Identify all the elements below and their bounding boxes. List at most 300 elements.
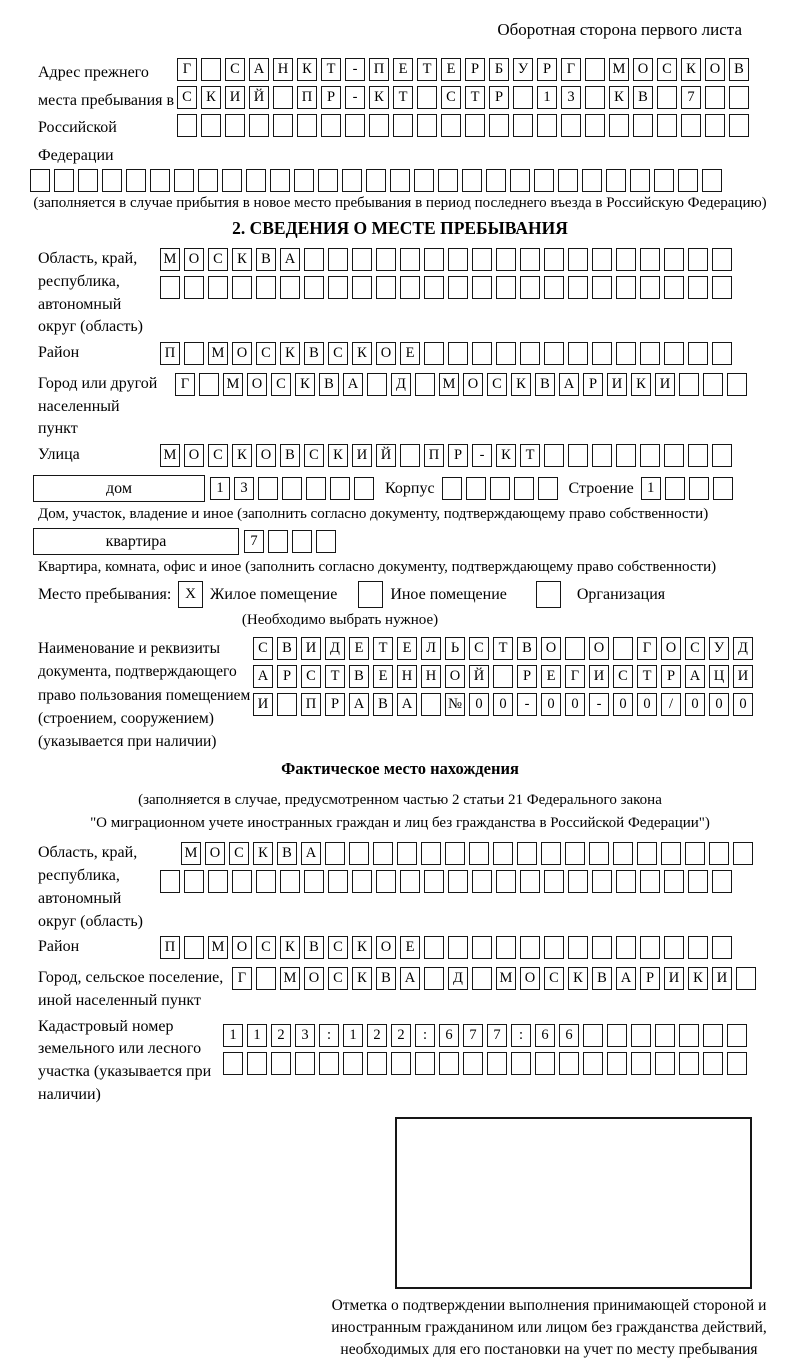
char-cell[interactable]: А: [559, 373, 579, 396]
char-cell[interactable]: В: [376, 967, 396, 990]
char-cell[interactable]: Т: [465, 86, 485, 109]
char-cell[interactable]: [640, 936, 660, 959]
char-cell[interactable]: К: [511, 373, 531, 396]
char-cell[interactable]: А: [280, 248, 300, 271]
char-cell[interactable]: А: [685, 665, 705, 688]
char-cell[interactable]: [280, 276, 300, 299]
char-cell[interactable]: [520, 870, 540, 893]
char-cell[interactable]: [352, 276, 372, 299]
char-cell[interactable]: [592, 276, 612, 299]
char-cell[interactable]: [544, 936, 564, 959]
char-cell[interactable]: [414, 169, 434, 192]
char-cell[interactable]: К: [681, 58, 701, 81]
char-cell[interactable]: [688, 342, 708, 365]
char-cell[interactable]: [472, 342, 492, 365]
char-cell[interactable]: [582, 169, 602, 192]
char-cell[interactable]: [733, 842, 753, 865]
char-cell[interactable]: [174, 169, 194, 192]
char-cell[interactable]: [664, 276, 684, 299]
char-cell[interactable]: [225, 114, 245, 137]
char-cell[interactable]: С: [441, 86, 461, 109]
char-cell[interactable]: [472, 276, 492, 299]
char-cell[interactable]: У: [709, 637, 729, 660]
char-cell[interactable]: [616, 342, 636, 365]
char-cell[interactable]: [709, 842, 729, 865]
char-cell[interactable]: Г: [561, 58, 581, 81]
char-cell[interactable]: :: [319, 1024, 339, 1047]
char-cell[interactable]: [160, 870, 180, 893]
char-cell[interactable]: А: [343, 373, 363, 396]
char-cell[interactable]: И: [301, 637, 321, 660]
char-cell[interactable]: О: [232, 936, 252, 959]
char-cell[interactable]: [415, 373, 435, 396]
char-cell[interactable]: С: [685, 637, 705, 660]
char-cell[interactable]: [568, 276, 588, 299]
char-cell[interactable]: В: [277, 842, 297, 865]
char-cell[interactable]: И: [589, 665, 609, 688]
char-cell[interactable]: [273, 114, 293, 137]
char-cell[interactable]: С: [328, 342, 348, 365]
char-cell[interactable]: [544, 870, 564, 893]
char-cell[interactable]: П: [424, 444, 444, 467]
char-cell[interactable]: О: [589, 637, 609, 660]
char-cell[interactable]: [439, 1052, 459, 1075]
char-cell[interactable]: С: [469, 637, 489, 660]
char-cell[interactable]: [249, 114, 269, 137]
char-cell[interactable]: [736, 967, 756, 990]
char-cell[interactable]: :: [415, 1024, 435, 1047]
char-cell[interactable]: И: [664, 967, 684, 990]
char-cell[interactable]: [246, 169, 266, 192]
char-cell[interactable]: [354, 477, 374, 500]
char-cell[interactable]: Р: [517, 665, 537, 688]
char-cell[interactable]: /: [661, 693, 681, 716]
char-cell[interactable]: В: [277, 637, 297, 660]
char-cell[interactable]: С: [225, 58, 245, 81]
char-cell[interactable]: [655, 1024, 675, 1047]
char-cell[interactable]: [417, 114, 437, 137]
char-cell[interactable]: 6: [535, 1024, 555, 1047]
char-cell[interactable]: О: [304, 967, 324, 990]
char-cell[interactable]: [199, 373, 219, 396]
char-cell[interactable]: О: [376, 936, 396, 959]
char-cell[interactable]: [342, 169, 362, 192]
checkbox-zhiloe[interactable]: X: [178, 581, 203, 608]
char-cell[interactable]: В: [319, 373, 339, 396]
char-cell[interactable]: 6: [439, 1024, 459, 1047]
char-cell[interactable]: [208, 276, 228, 299]
char-cell[interactable]: [223, 1052, 243, 1075]
char-cell[interactable]: [613, 637, 633, 660]
char-cell[interactable]: С: [301, 665, 321, 688]
char-cell[interactable]: [712, 276, 732, 299]
char-cell[interactable]: С: [613, 665, 633, 688]
char-cell[interactable]: [703, 373, 723, 396]
char-cell[interactable]: [273, 86, 293, 109]
char-cell[interactable]: К: [253, 842, 273, 865]
char-cell[interactable]: [568, 248, 588, 271]
char-cell[interactable]: В: [256, 248, 276, 271]
char-cell[interactable]: Е: [373, 665, 393, 688]
char-cell[interactable]: [448, 342, 468, 365]
char-cell[interactable]: [304, 870, 324, 893]
char-cell[interactable]: 3: [295, 1024, 315, 1047]
char-cell[interactable]: [712, 936, 732, 959]
char-cell[interactable]: Т: [637, 665, 657, 688]
char-cell[interactable]: [712, 342, 732, 365]
char-cell[interactable]: [616, 444, 636, 467]
char-cell[interactable]: [321, 114, 341, 137]
char-cell[interactable]: К: [297, 58, 317, 81]
char-cell[interactable]: [511, 1052, 531, 1075]
char-cell[interactable]: [489, 114, 509, 137]
char-cell[interactable]: 0: [709, 693, 729, 716]
char-cell[interactable]: К: [609, 86, 629, 109]
char-cell[interactable]: [280, 870, 300, 893]
char-cell[interactable]: К: [295, 373, 315, 396]
char-cell[interactable]: [369, 114, 389, 137]
char-cell[interactable]: [421, 693, 441, 716]
char-cell[interactable]: [607, 1024, 627, 1047]
char-cell[interactable]: [592, 444, 612, 467]
char-cell[interactable]: Р: [277, 665, 297, 688]
char-cell[interactable]: Н: [397, 665, 417, 688]
char-cell[interactable]: 1: [223, 1024, 243, 1047]
char-cell[interactable]: [640, 342, 660, 365]
char-cell[interactable]: [513, 114, 533, 137]
char-cell[interactable]: [544, 444, 564, 467]
char-cell[interactable]: П: [301, 693, 321, 716]
char-cell[interactable]: [510, 169, 530, 192]
char-cell[interactable]: [424, 936, 444, 959]
char-cell[interactable]: [630, 169, 650, 192]
char-cell[interactable]: О: [661, 637, 681, 660]
char-cell[interactable]: 3: [234, 477, 254, 500]
char-cell[interactable]: 0: [565, 693, 585, 716]
char-cell[interactable]: П: [369, 58, 389, 81]
char-cell[interactable]: [537, 114, 557, 137]
char-cell[interactable]: [496, 276, 516, 299]
char-cell[interactable]: Е: [441, 58, 461, 81]
char-cell[interactable]: [397, 842, 417, 865]
char-cell[interactable]: О: [256, 444, 276, 467]
char-cell[interactable]: [328, 870, 348, 893]
char-cell[interactable]: [661, 842, 681, 865]
char-cell[interactable]: [472, 936, 492, 959]
char-cell[interactable]: К: [631, 373, 651, 396]
char-cell[interactable]: [729, 86, 749, 109]
char-cell[interactable]: [306, 477, 326, 500]
char-cell[interactable]: [688, 444, 708, 467]
char-cell[interactable]: [727, 373, 747, 396]
char-cell[interactable]: 7: [681, 86, 701, 109]
char-cell[interactable]: Е: [349, 637, 369, 660]
char-cell[interactable]: 1: [247, 1024, 267, 1047]
char-cell[interactable]: [585, 58, 605, 81]
char-cell[interactable]: [664, 936, 684, 959]
char-cell[interactable]: [727, 1052, 747, 1075]
char-cell[interactable]: Е: [393, 58, 413, 81]
char-cell[interactable]: [448, 936, 468, 959]
char-cell[interactable]: [517, 842, 537, 865]
char-cell[interactable]: К: [352, 342, 372, 365]
char-cell[interactable]: [349, 842, 369, 865]
char-cell[interactable]: С: [253, 637, 273, 660]
char-cell[interactable]: В: [592, 967, 612, 990]
char-cell[interactable]: [424, 967, 444, 990]
char-cell[interactable]: Е: [400, 936, 420, 959]
char-cell[interactable]: [292, 530, 312, 553]
char-cell[interactable]: [343, 1052, 363, 1075]
char-cell[interactable]: [702, 169, 722, 192]
char-cell[interactable]: [520, 248, 540, 271]
char-cell[interactable]: О: [232, 342, 252, 365]
char-cell[interactable]: В: [517, 637, 537, 660]
char-cell[interactable]: [297, 114, 317, 137]
char-cell[interactable]: Т: [417, 58, 437, 81]
char-cell[interactable]: [568, 444, 588, 467]
char-cell[interactable]: [376, 276, 396, 299]
char-cell[interactable]: Й: [249, 86, 269, 109]
char-cell[interactable]: [30, 169, 50, 192]
char-cell[interactable]: К: [328, 444, 348, 467]
char-cell[interactable]: [520, 936, 540, 959]
checkbox-organizatsiya[interactable]: [536, 581, 561, 608]
char-cell[interactable]: О: [445, 665, 465, 688]
char-cell[interactable]: [613, 842, 633, 865]
char-cell[interactable]: В: [349, 665, 369, 688]
char-cell[interactable]: [424, 870, 444, 893]
char-cell[interactable]: [640, 444, 660, 467]
char-cell[interactable]: Т: [520, 444, 540, 467]
char-cell[interactable]: [585, 114, 605, 137]
char-cell[interactable]: [541, 842, 561, 865]
char-cell[interactable]: Ц: [709, 665, 729, 688]
char-cell[interactable]: В: [304, 936, 324, 959]
char-cell[interactable]: [352, 870, 372, 893]
char-cell[interactable]: [448, 248, 468, 271]
char-cell[interactable]: [282, 477, 302, 500]
char-cell[interactable]: К: [352, 967, 372, 990]
char-cell[interactable]: [496, 248, 516, 271]
char-cell[interactable]: [201, 58, 221, 81]
char-cell[interactable]: С: [328, 967, 348, 990]
char-cell[interactable]: О: [633, 58, 653, 81]
char-cell[interactable]: [400, 276, 420, 299]
char-cell[interactable]: А: [301, 842, 321, 865]
char-cell[interactable]: [592, 870, 612, 893]
char-cell[interactable]: [277, 693, 297, 716]
char-cell[interactable]: А: [616, 967, 636, 990]
char-cell[interactable]: [198, 169, 218, 192]
char-cell[interactable]: [534, 169, 554, 192]
char-cell[interactable]: [256, 870, 276, 893]
char-cell[interactable]: Т: [393, 86, 413, 109]
char-cell[interactable]: [544, 248, 564, 271]
char-cell[interactable]: [366, 169, 386, 192]
char-cell[interactable]: П: [297, 86, 317, 109]
char-cell[interactable]: 0: [493, 693, 513, 716]
char-cell[interactable]: [208, 870, 228, 893]
char-cell[interactable]: [222, 169, 242, 192]
char-cell[interactable]: И: [225, 86, 245, 109]
char-cell[interactable]: [496, 342, 516, 365]
char-cell[interactable]: [712, 248, 732, 271]
char-cell[interactable]: [538, 477, 558, 500]
char-cell[interactable]: Г: [565, 665, 585, 688]
char-cell[interactable]: [247, 1052, 267, 1075]
char-cell[interactable]: [345, 114, 365, 137]
char-cell[interactable]: М: [609, 58, 629, 81]
char-cell[interactable]: [472, 248, 492, 271]
char-cell[interactable]: В: [633, 86, 653, 109]
char-cell[interactable]: С: [328, 936, 348, 959]
char-cell[interactable]: [583, 1024, 603, 1047]
char-cell[interactable]: А: [249, 58, 269, 81]
char-cell[interactable]: Т: [373, 637, 393, 660]
char-cell[interactable]: Т: [325, 665, 345, 688]
char-cell[interactable]: [592, 248, 612, 271]
char-cell[interactable]: К: [280, 342, 300, 365]
char-cell[interactable]: [703, 1024, 723, 1047]
char-cell[interactable]: [258, 477, 278, 500]
char-cell[interactable]: [330, 477, 350, 500]
char-cell[interactable]: [232, 276, 252, 299]
char-cell[interactable]: [637, 842, 657, 865]
char-cell[interactable]: [654, 169, 674, 192]
char-cell[interactable]: №: [445, 693, 465, 716]
char-cell[interactable]: [513, 86, 533, 109]
char-cell[interactable]: Р: [661, 665, 681, 688]
char-cell[interactable]: Л: [421, 637, 441, 660]
char-cell[interactable]: [640, 276, 660, 299]
char-cell[interactable]: [544, 342, 564, 365]
char-cell[interactable]: [184, 342, 204, 365]
char-cell[interactable]: 0: [613, 693, 633, 716]
char-cell[interactable]: 1: [641, 477, 661, 500]
char-cell[interactable]: 3: [561, 86, 581, 109]
char-cell[interactable]: Н: [421, 665, 441, 688]
char-cell[interactable]: [304, 276, 324, 299]
char-cell[interactable]: Е: [541, 665, 561, 688]
char-cell[interactable]: Й: [376, 444, 396, 467]
char-cell[interactable]: Т: [493, 637, 513, 660]
char-cell[interactable]: [400, 870, 420, 893]
char-cell[interactable]: М: [280, 967, 300, 990]
char-cell[interactable]: [729, 114, 749, 137]
char-cell[interactable]: И: [733, 665, 753, 688]
char-cell[interactable]: Ь: [445, 637, 465, 660]
char-cell[interactable]: О: [184, 248, 204, 271]
char-cell[interactable]: С: [544, 967, 564, 990]
char-cell[interactable]: [558, 169, 578, 192]
char-cell[interactable]: [616, 936, 636, 959]
char-cell[interactable]: [655, 1052, 675, 1075]
char-cell[interactable]: [328, 276, 348, 299]
checkbox-inoe[interactable]: [358, 581, 383, 608]
char-cell[interactable]: [688, 248, 708, 271]
char-cell[interactable]: [678, 169, 698, 192]
char-cell[interactable]: [126, 169, 146, 192]
char-cell[interactable]: [688, 936, 708, 959]
char-cell[interactable]: [664, 870, 684, 893]
char-cell[interactable]: [565, 842, 585, 865]
char-cell[interactable]: [441, 114, 461, 137]
char-cell[interactable]: [256, 276, 276, 299]
char-cell[interactable]: [640, 248, 660, 271]
char-cell[interactable]: 0: [541, 693, 561, 716]
char-cell[interactable]: [657, 114, 677, 137]
char-cell[interactable]: [609, 114, 629, 137]
char-cell[interactable]: [232, 870, 252, 893]
char-cell[interactable]: Р: [325, 693, 345, 716]
char-cell[interactable]: -: [472, 444, 492, 467]
char-cell[interactable]: [442, 477, 462, 500]
char-cell[interactable]: [679, 373, 699, 396]
char-cell[interactable]: П: [160, 936, 180, 959]
char-cell[interactable]: [463, 1052, 483, 1075]
char-cell[interactable]: [367, 373, 387, 396]
char-cell[interactable]: [268, 530, 288, 553]
char-cell[interactable]: [664, 444, 684, 467]
char-cell[interactable]: [352, 248, 372, 271]
char-cell[interactable]: М: [223, 373, 243, 396]
char-cell[interactable]: [703, 1052, 723, 1075]
char-cell[interactable]: [559, 1052, 579, 1075]
char-cell[interactable]: К: [496, 444, 516, 467]
char-cell[interactable]: Д: [391, 373, 411, 396]
char-cell[interactable]: [328, 248, 348, 271]
char-cell[interactable]: [373, 842, 393, 865]
char-cell[interactable]: 0: [469, 693, 489, 716]
char-cell[interactable]: А: [397, 693, 417, 716]
char-cell[interactable]: О: [463, 373, 483, 396]
char-cell[interactable]: [592, 936, 612, 959]
char-cell[interactable]: [294, 169, 314, 192]
char-cell[interactable]: С: [304, 444, 324, 467]
char-cell[interactable]: 2: [391, 1024, 411, 1047]
char-cell[interactable]: [462, 169, 482, 192]
char-cell[interactable]: С: [271, 373, 291, 396]
char-cell[interactable]: [535, 1052, 555, 1075]
char-cell[interactable]: [78, 169, 98, 192]
char-cell[interactable]: [493, 842, 513, 865]
char-cell[interactable]: [400, 444, 420, 467]
char-cell[interactable]: [583, 1052, 603, 1075]
char-cell[interactable]: [490, 477, 510, 500]
char-cell[interactable]: [705, 86, 725, 109]
char-cell[interactable]: П: [160, 342, 180, 365]
char-cell[interactable]: [448, 870, 468, 893]
char-cell[interactable]: [688, 276, 708, 299]
char-cell[interactable]: [469, 842, 489, 865]
char-cell[interactable]: [160, 276, 180, 299]
char-cell[interactable]: 2: [367, 1024, 387, 1047]
char-cell[interactable]: [184, 870, 204, 893]
char-cell[interactable]: [616, 248, 636, 271]
char-cell[interactable]: О: [541, 637, 561, 660]
char-cell[interactable]: [400, 248, 420, 271]
char-cell[interactable]: М: [439, 373, 459, 396]
char-cell[interactable]: [712, 870, 732, 893]
char-cell[interactable]: К: [232, 248, 252, 271]
char-cell[interactable]: С: [208, 444, 228, 467]
char-cell[interactable]: [679, 1052, 699, 1075]
char-cell[interactable]: [568, 936, 588, 959]
char-cell[interactable]: С: [229, 842, 249, 865]
char-cell[interactable]: [616, 870, 636, 893]
char-cell[interactable]: [319, 1052, 339, 1075]
